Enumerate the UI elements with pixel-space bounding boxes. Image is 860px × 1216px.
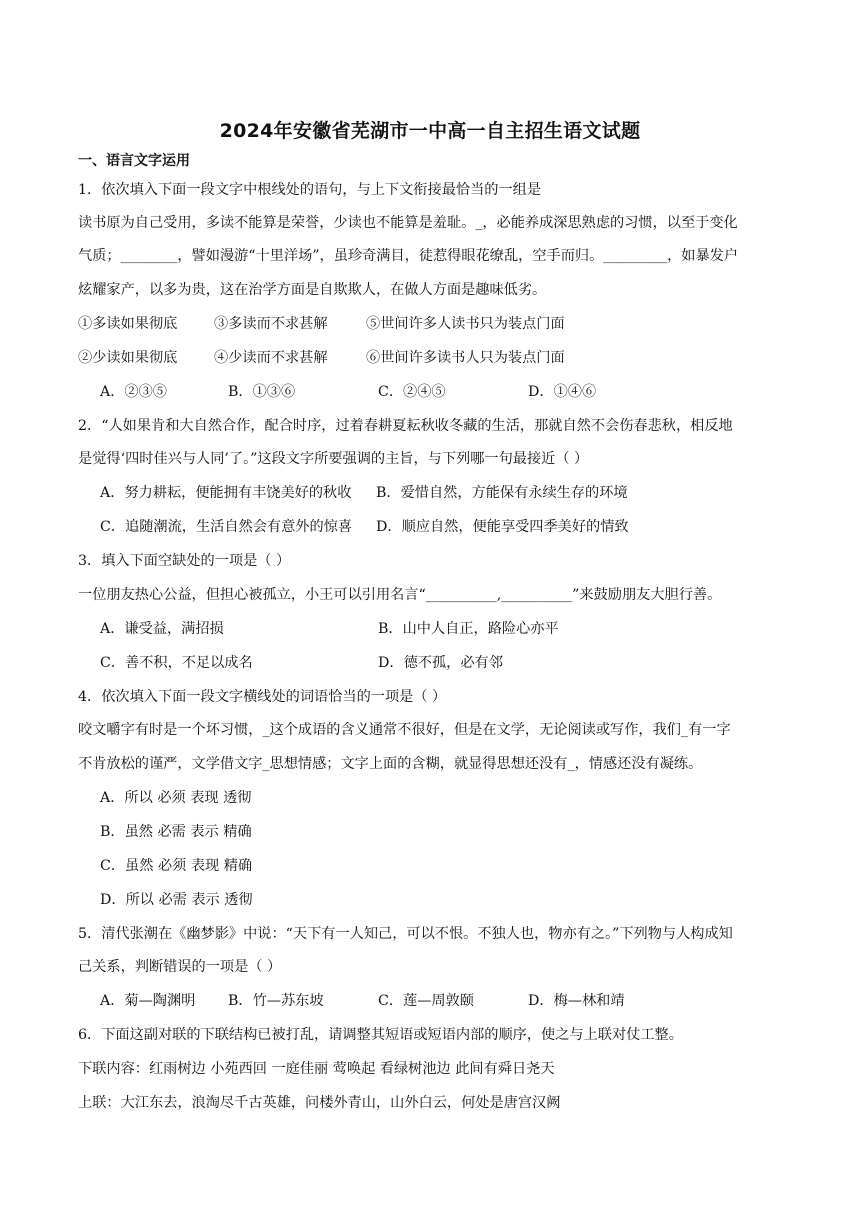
question-2-stem: 是觉得‘四时佳兴与人同’了。”这段文字所要强调的主旨，与下列哪一句最接近（ ）	[78, 451, 589, 467]
option-a: A．所以 必须 表现 透彻	[100, 790, 252, 806]
question-3-options-row	[100, 653, 806, 673]
question-4-passage-line: 咬文嚼字有时是一个坏习惯，_这个成语的含义通常不很好，但是在文学，无论阅读或写作，我们_有一字	[78, 722, 731, 738]
option-d: D．①④⑥	[528, 384, 597, 400]
question-2-options-row	[100, 517, 806, 537]
option-d: D．所以 必需 表示 透彻	[100, 892, 253, 908]
option-a: A．菊—陶渊明	[100, 993, 196, 1009]
question-6-upper-couplet: 上联：大江东去，浪淘尽千古英雄，问楼外青山，山外白云，何处是唐宫汉阙	[78, 1095, 561, 1111]
option-d: D．德不孤，必有邻	[378, 655, 503, 671]
exam-title: 2024年安徽省芜湖市一中高一自主招生语文试题	[219, 120, 641, 142]
question-3-passage: 一位朋友热心公益，但担心被孤立，小王可以引用名言“__________,__________”来鼓励朋友大胆行善。	[78, 587, 722, 603]
option-c: C．莲—周敦颐	[378, 993, 474, 1009]
question-1-passage-line: 炫耀家产，以多为贵，这在治学方面是自欺欺人，在做人方面是趣味低劣。	[78, 282, 547, 298]
item-6: ⑥世间许多读书人只为装点门面	[366, 350, 565, 366]
question-1-stem: 1．依次填入下面一段文字中根线处的语句，与上下文衔接最恰当的一组是	[78, 182, 542, 198]
question-1-items-row	[78, 314, 784, 334]
question-1-options	[100, 382, 806, 402]
item-1: ①多读如果彻底	[78, 316, 178, 332]
option-c: C．追随潮流，生活自然会有意外的惊喜	[100, 519, 353, 535]
option-a: A．努力耕耘，便能拥有丰饶美好的秋收	[100, 485, 352, 501]
question-3-stem: 3．填入下面空缺处的一项是（ ）	[78, 553, 291, 569]
question-2-options-row	[100, 483, 806, 503]
item-4: ④少读而不求甚解	[214, 350, 328, 366]
option-d: D．梅—林和靖	[528, 993, 625, 1009]
option-c: C．善不积，不足以成名	[100, 655, 253, 671]
section-heading: 一、语言文字运用	[78, 153, 190, 169]
item-5: ⑤世间许多人读书只为装点门面	[366, 316, 565, 332]
option-b: B．竹—苏东坡	[228, 993, 324, 1009]
option-a: A．②③⑤	[100, 384, 167, 400]
option-b: B．①③⑥	[228, 384, 296, 400]
question-6-stem: 6．下面这副对联的下联结构已被打乱，请调整其短语或短语内部的顺序，使之与上联对仗工整。	[78, 1027, 683, 1043]
question-6-lower-couplet: 下联内容：红雨树边 小苑西回 一庭佳丽 莺唤起 看绿树池边 此间有舜日尧天	[78, 1061, 555, 1077]
option-a: A．谦受益，满招损	[100, 621, 224, 637]
option-b: B．山中人自正，路险心亦平	[378, 621, 559, 637]
question-4-passage-line: 不肯放松的谨严，文学借文字_思想情感；文字上面的含糊，就显得思想还没有_，情感还没有凝练。	[78, 756, 703, 772]
option-b: B．爱惜自然，方能保有永续生存的环境	[376, 485, 628, 501]
option-c: C．②④⑤	[378, 384, 446, 400]
question-1-items-row	[78, 348, 784, 368]
option-b: B．虽然 必需 表示 精确	[100, 824, 252, 840]
question-4-stem: 4．依次填入下面一段文字横线处的词语恰当的一项是（ ）	[78, 689, 447, 705]
item-3: ③多读而不求甚解	[214, 316, 328, 332]
option-d: D．顺应自然，便能享受四季美好的情致	[376, 519, 629, 535]
question-5-options	[100, 991, 806, 1011]
question-1-passage-line: 气质；________，譬如漫游“十里洋场”，虽珍奇满目，徒惹得眼花缭乱，空手而归。_________，如暴发户	[78, 248, 739, 264]
question-5-stem: 5．清代张潮在《幽梦影》中说：“天下有一人知己，可以不恨。不独人也，物亦有之。”下列物与人构成知	[78, 926, 733, 942]
question-2-stem: 2．“人如果肯和大自然合作，配合时序，过着春耕夏耘秋收冬藏的生活，那就自然不会伤春悲秋，相反地	[78, 418, 733, 434]
item-2: ②少读如果彻底	[78, 350, 178, 366]
question-3-options-row	[100, 619, 806, 639]
question-5-stem: 己关系，判断错误的一项是（ ）	[78, 959, 282, 975]
question-1-passage-line: 读书原为自己受用，多读不能算是荣誉，少读也不能算是羞耻。_，必能养成深思熟虑的习惯，以至于变化	[78, 215, 738, 231]
option-c: C．虽然 必须 表现 精确	[100, 858, 253, 874]
